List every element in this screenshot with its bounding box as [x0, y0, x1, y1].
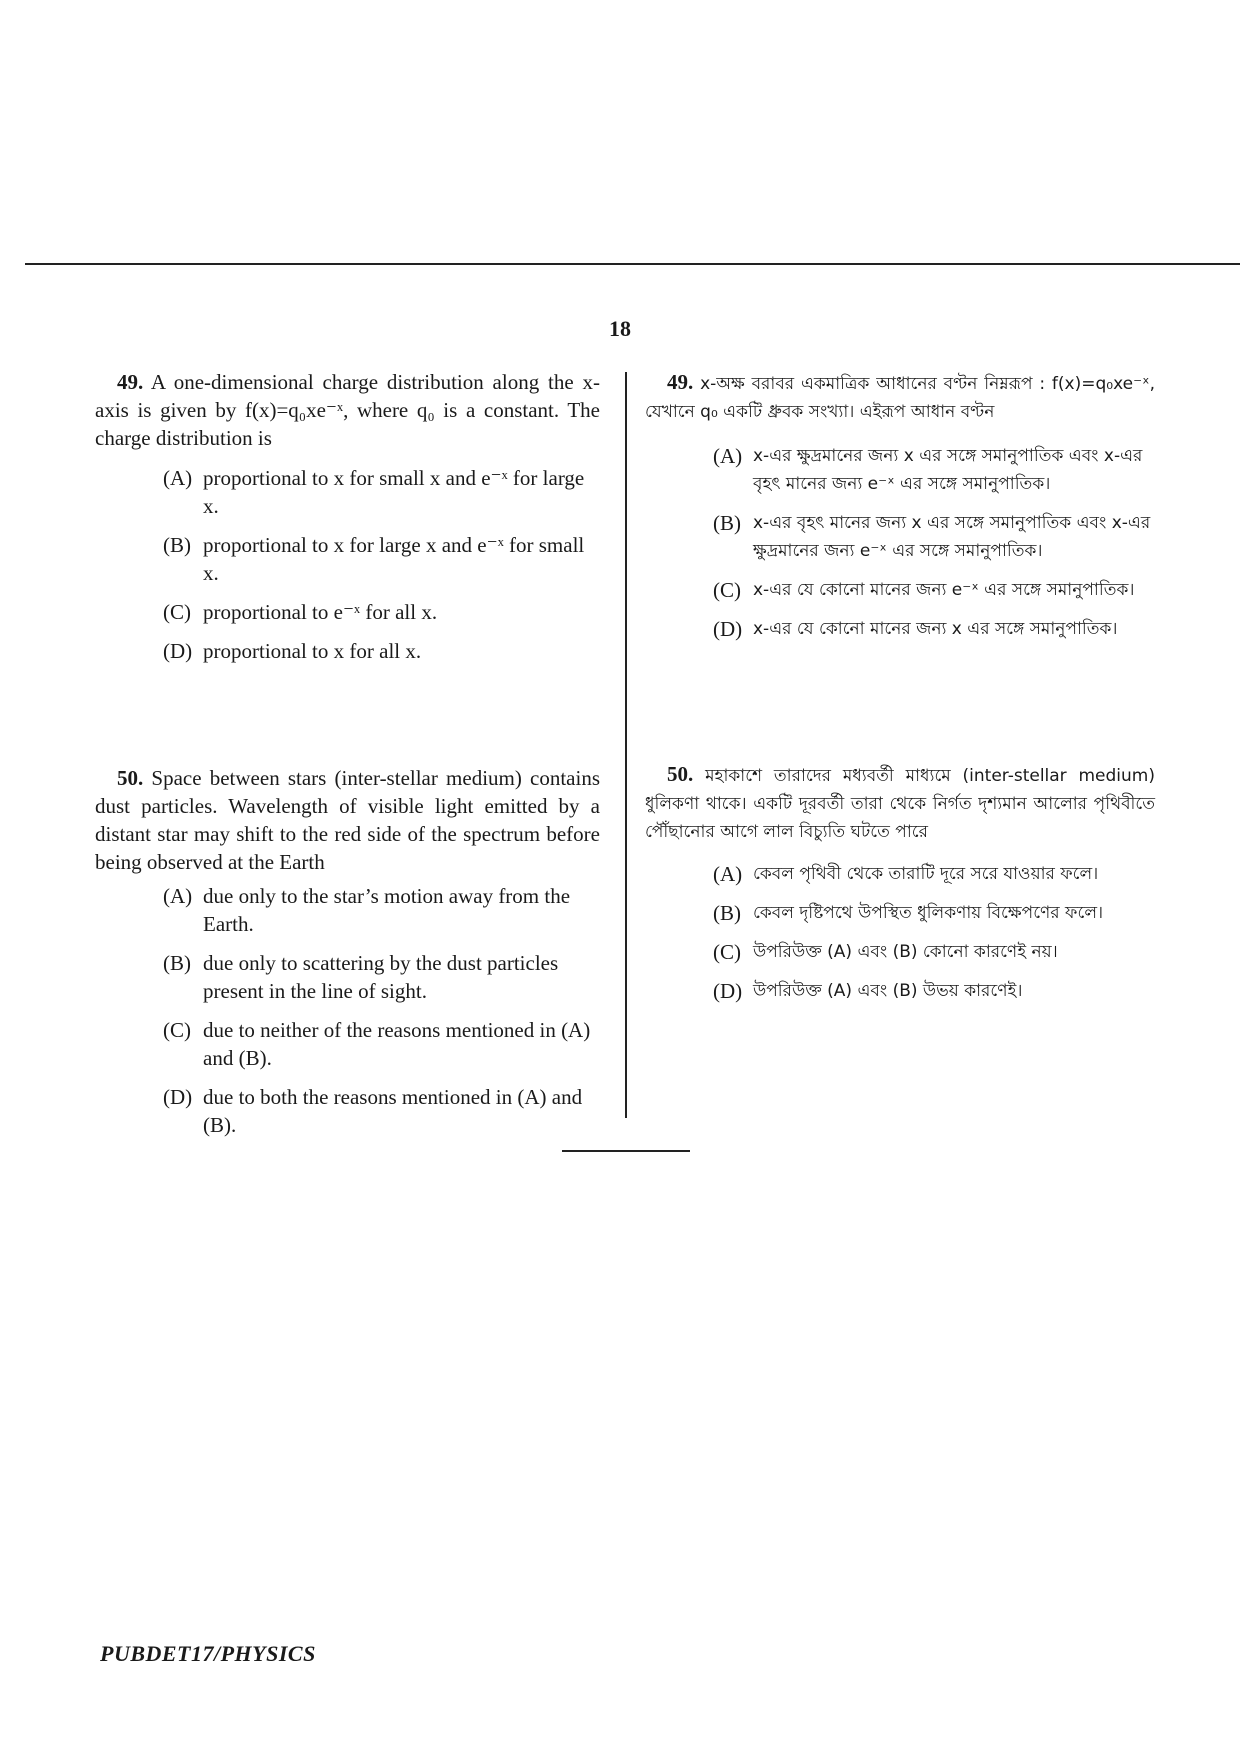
option-label: (C)	[713, 578, 741, 602]
option-label: (D)	[163, 639, 193, 663]
option-b	[163, 531, 600, 587]
option-text: proportional to x for small x and e⁻ˣ for large x.	[203, 466, 585, 518]
option-label: (D)	[163, 1085, 193, 1109]
option-text: due only to scattering by the dust particles present in the line of sight.	[203, 951, 559, 1003]
option-d	[163, 1083, 600, 1139]
option-text: due to neither of the reasons mentioned in (A) and (B).	[203, 1018, 591, 1070]
option-b	[713, 899, 1155, 927]
option-c	[713, 576, 1155, 604]
footer-code: PUBDET17/PHYSICS	[100, 1641, 316, 1666]
option-label: (C)	[163, 1018, 191, 1042]
option-label: (A)	[713, 444, 743, 468]
option-label: (B)	[163, 951, 191, 975]
option-label: (C)	[713, 940, 741, 964]
option-a	[713, 860, 1155, 888]
question-text: Space between stars (inter-stellar medium) contains dust particles. Wavelength of visible light emitted by a distant star may shift to the red side of the spectrum before being observed at the Earth	[95, 766, 600, 874]
option-text: proportional to x for all x.	[203, 639, 422, 663]
option-d	[713, 615, 1155, 643]
question-50-english	[95, 764, 600, 1150]
option-d	[163, 637, 600, 665]
question-stem	[645, 368, 1155, 426]
question-stem	[95, 764, 600, 876]
options-list	[713, 442, 1155, 643]
option-label: (B)	[713, 511, 741, 535]
question-number: 49.	[117, 370, 144, 394]
option-label: (B)	[163, 533, 191, 557]
option-c	[163, 1016, 600, 1072]
option-b	[713, 509, 1155, 565]
question-49-bengali	[645, 368, 1155, 654]
options-list	[163, 464, 600, 665]
question-text: A one-dimensional charge distribution along the x-axis is given by f(x)=q₀xe⁻ˣ, where q₀ is a constant. The charge distribution is	[95, 370, 600, 450]
question-number: 50.	[117, 766, 144, 790]
option-label: (B)	[713, 901, 741, 925]
question-text: x-অক্ষ বরাবর একমাত্রিক আধানের বণ্টন নিম্নরূপ : f(x)=q₀xe⁻ˣ, যেখানে q₀ একটি ধ্রুবক সংখ্যা। এইরূপ আধান বণ্টন	[645, 374, 1155, 422]
column-divider	[625, 372, 627, 1118]
option-text: x-এর যে কোনো মানের জন্য x এর সঙ্গে সমানুপাতিক।	[753, 619, 1118, 639]
option-b	[163, 949, 600, 1005]
options-list	[713, 860, 1155, 1005]
option-d	[713, 977, 1155, 1005]
question-text: মহাকাশে তারাদের মধ্যবর্তী মাধ্যমে (inter-stellar medium) ধুলিকণা থাকে। একটি দূরবর্তী তারা থেকে নির্গত দৃশ্যমান আলোর পৃথিবীতে পৌঁছানোর আগে লাল বিচ্যুতি ঘটতে পারে	[645, 766, 1155, 842]
question-stem	[95, 368, 600, 452]
option-text: কেবল দৃষ্টিপথে উপস্থিত ধুলিকণায় বিক্ষেপণের ফলে।	[753, 903, 1104, 923]
option-text: উপরিউক্ত (A) এবং (B) কোনো কারণেই নয়।	[753, 942, 1058, 962]
option-text: x-এর যে কোনো মানের জন্য e⁻ˣ এর সঙ্গে সমানুপাতিক।	[753, 580, 1135, 600]
question-49-english	[95, 368, 600, 676]
option-a	[163, 464, 600, 520]
question-stem	[645, 760, 1155, 846]
option-label: (A)	[163, 884, 193, 908]
option-c	[713, 938, 1155, 966]
option-label: (D)	[713, 617, 743, 641]
option-label: (C)	[163, 600, 191, 624]
option-label: (A)	[713, 862, 743, 886]
option-a	[163, 882, 600, 938]
option-text: due to both the reasons mentioned in (A) and (B).	[203, 1085, 583, 1137]
option-text: proportional to x for large x and e⁻ˣ for small x.	[203, 533, 585, 585]
option-label: (A)	[163, 466, 193, 490]
option-text: x-এর বৃহৎ মানের জন্য x এর সঙ্গে সমানুপাতিক এবং x-এর ক্ষুদ্রমানের জন্য e⁻ˣ এর সঙ্গে সমানুপাতিক।	[753, 513, 1151, 561]
page-number: 18	[609, 316, 631, 341]
option-a	[713, 442, 1155, 498]
end-of-section-rule	[562, 1150, 690, 1152]
option-c	[163, 598, 600, 626]
question-50-bengali	[645, 760, 1155, 1016]
option-text: উপরিউক্ত (A) এবং (B) উভয় কারণেই।	[753, 981, 1023, 1001]
option-text: x-এর ক্ষুদ্রমানের জন্য x এর সঙ্গে সমানুপাতিক এবং x-এর বৃহৎ মানের জন্য e⁻ˣ এর সঙ্গে সমানুপাতিক।	[753, 446, 1143, 494]
question-number: 50.	[667, 762, 694, 786]
option-label: (D)	[713, 979, 743, 1003]
question-number: 49.	[667, 370, 694, 394]
option-text: proportional to e⁻ˣ for all x.	[203, 600, 438, 624]
option-text: due only to the star’s motion away from the Earth.	[203, 884, 571, 936]
options-list	[163, 882, 600, 1139]
option-text: কেবল পৃথিবী থেকে তারাটি দূরে সরে যাওয়ার ফলে।	[753, 864, 1099, 884]
header-rule	[25, 263, 1240, 265]
